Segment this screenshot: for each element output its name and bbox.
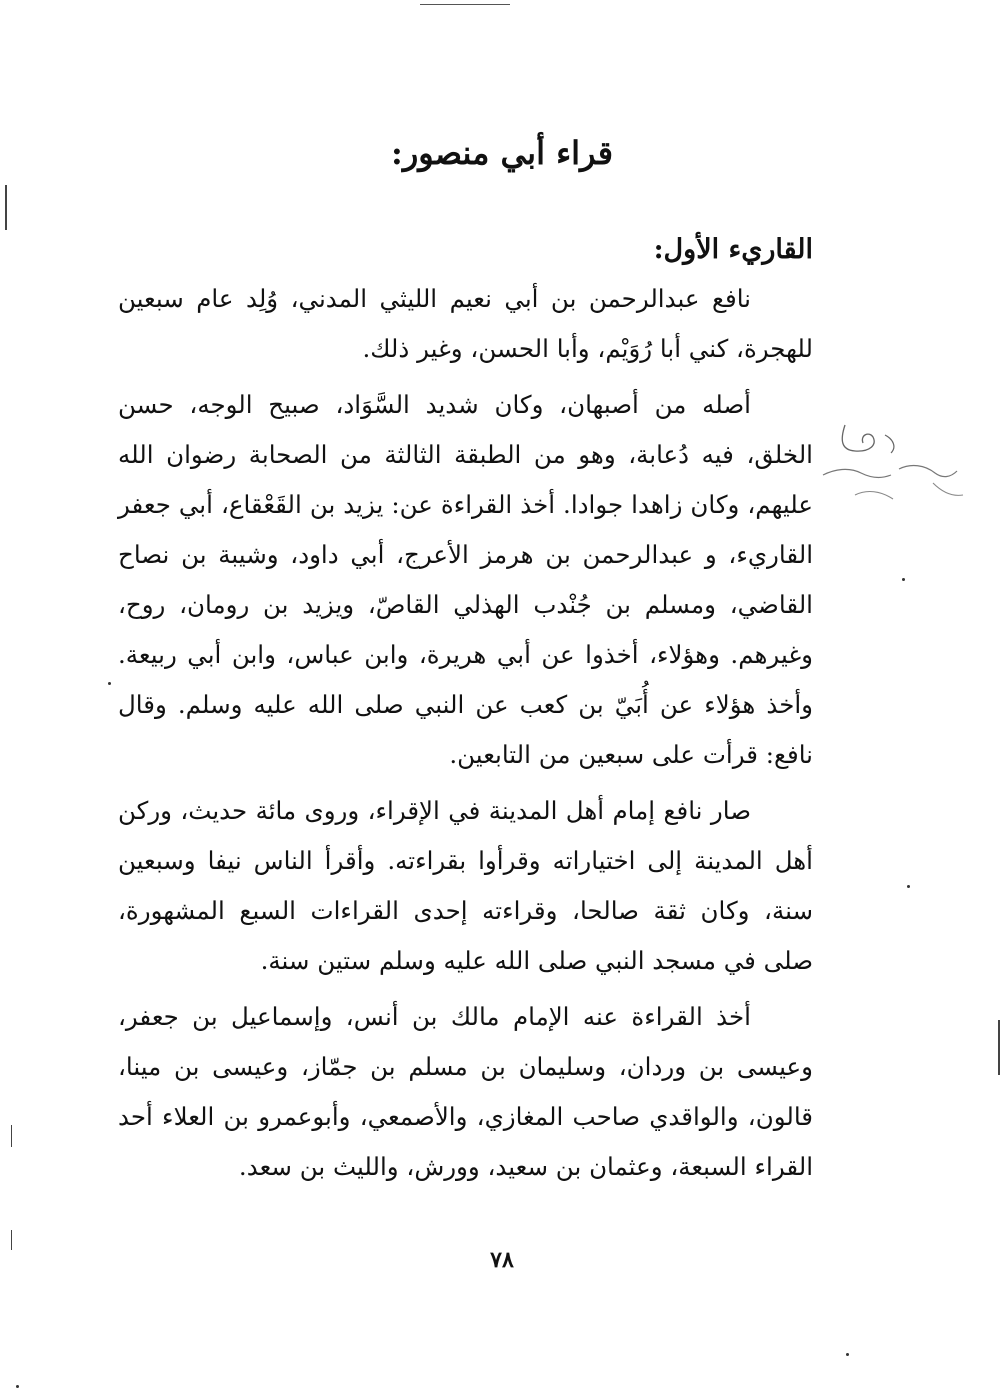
paragraph: أصله من أصبهان، وكان شديد السَّوَاد، صبيح الوجه، حسن الخلق، فيه دُعابة، وهو من الطبقة الثالثة من الصحابة رضوان الله عليهم، وكان زاهدا جوادا. أخذ القراءة عن: يزيد بن القَعْقاع، أبي جعفر القاريء، و عبدالرحمن بن هرمز الأعرج، أبي داود، وشيبة بن نصاح القاضي، ومسلم بن جُنْدب الهذلي القاصّ، ويزيد بن رومان، روح، وغيرهم. وهؤلاء، أخذوا عن أبي هريرة، وابن عباس، وابن أبي ربيعة. وأخذ هؤلاء عن أُبَيّ بن كعب عن النبي صلى الله عليه وسلم. وقال نافع: قرأت على سبعين من التابعين.: [118, 390, 813, 769]
main-text: [118, 230, 813, 1198]
speck: [16, 1385, 19, 1388]
scan-mark: [11, 1125, 12, 1147]
speck: [108, 682, 111, 685]
paragraph: أخذ القراءة عنه الإمام مالك بن أنس، وإسماعيل بن جعفر، وعيسى بن وردان، وسليمان بن مسلم بن جمّاز، وعيسى بن مينا، قالون، والواقدي صاحب المغازي، والأصمعي، وأبوعمرو بن العلاء أحد القراء السبعة، وعثمان بن سعيد، وورش، والليث بن سعد.: [118, 1002, 813, 1181]
top-rule: [420, 4, 510, 5]
speck: [846, 1353, 849, 1356]
paragraph: صار نافع إمام أهل المدينة في الإقراء، وروى مائة حديث، وركن أهل المدينة إلى اختياراته وقرأوا بقراءته. وأقرأ الناس نيفا وسبعين سنة، وكان ثقة صالحا، وقراءته إحدى القراءات السبع المشهورة، صلى في مسجد النبي صلى الله عليه وسلم ستين سنة.: [118, 796, 813, 975]
speck: [902, 578, 905, 581]
handwriting-drawing: [815, 405, 975, 525]
scan-mark: [998, 1020, 1000, 1075]
scan-mark: [5, 185, 7, 230]
page-number: ٧٨: [490, 1247, 514, 1273]
section-heading: القاريء الأول:: [653, 234, 813, 265]
page-title: قراء أبي منصور:: [391, 134, 613, 172]
paragraph: نافع عبدالرحمن بن أبي نعيم الليثي المدني، وُلِد عام سبعين للهجرة، كني أبا رُوَيْم، وأبا الحسن، وغير ذلك.: [118, 284, 813, 363]
speck: [907, 885, 910, 888]
handwritten-margin-note: [815, 405, 975, 525]
